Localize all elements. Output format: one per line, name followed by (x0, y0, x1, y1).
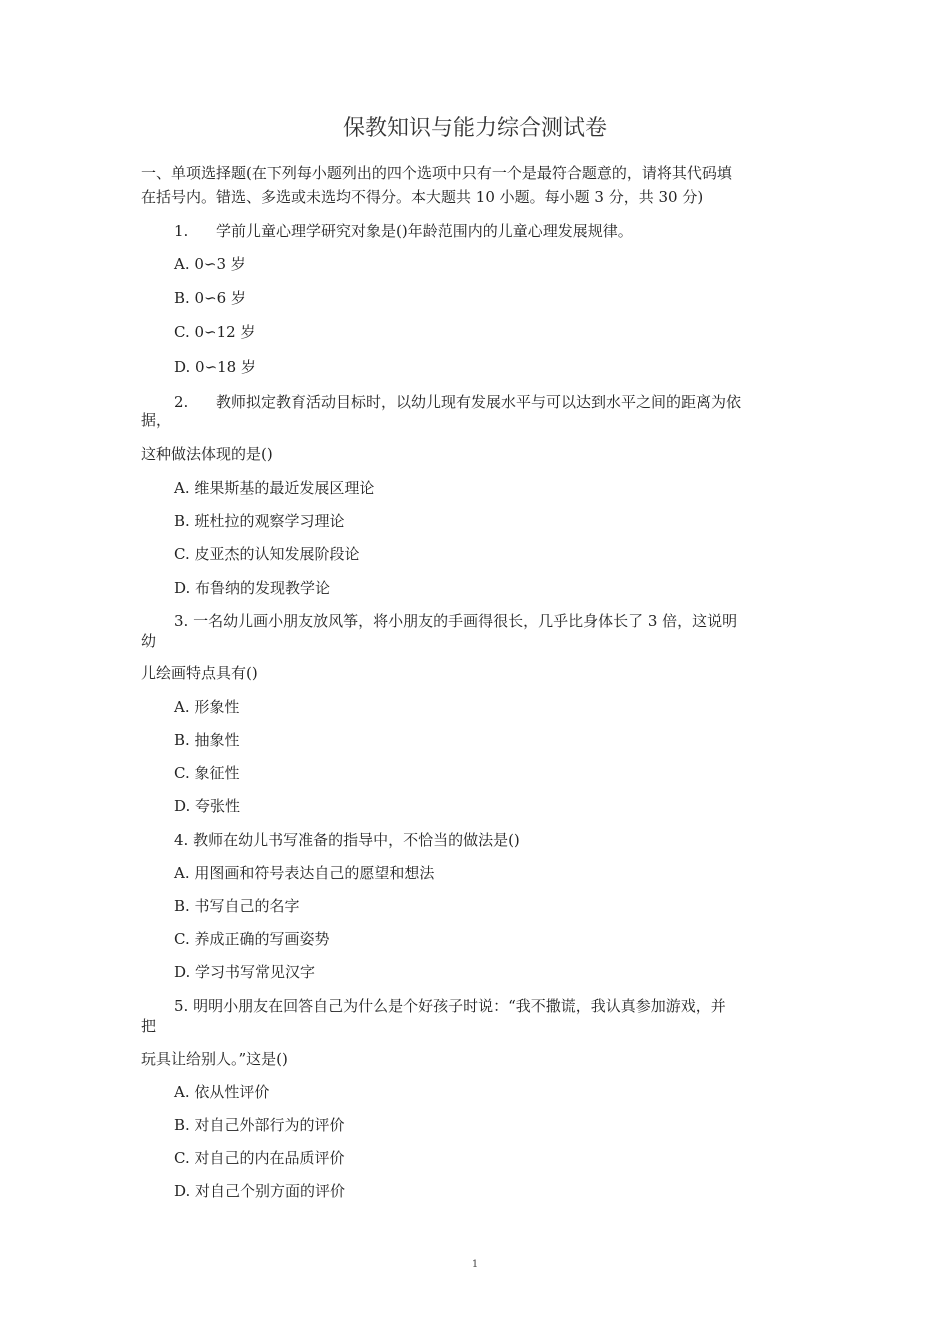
question-2-option-c: C. 皮亚杰的认知发展阶段论 (174, 545, 360, 563)
question-3-option-a: A. 形象性 (174, 698, 240, 716)
question-3-option-d: D. 夸张性 (174, 797, 241, 815)
question-2-text-line-3: 这种做法体现的是() (141, 445, 273, 463)
question-1-option-c: C. 0∽12 岁 (174, 323, 256, 341)
section-instruction-line-1: 一、单项选择题(在下列每小题列出的四个选项中只有一个是最符合题意的，请将其代码填 (141, 164, 732, 182)
question-1-stem (174, 220, 633, 242)
question-2-text-line-2: 据， (141, 411, 172, 429)
question-4-stem: 4. 教师在幼儿书写准备的指导中，不恰当的做法是() (174, 831, 520, 849)
question-5-option-a: A. 依从性评价 (174, 1083, 270, 1101)
question-1-option-b: B. 0∽6 岁 (174, 289, 246, 307)
question-5-option-c: C. 对自己的内在品质评价 (174, 1149, 345, 1167)
question-4-option-d: D. 学习书写常见汉字 (174, 963, 316, 981)
question-2-option-b: B. 班杜拉的观察学习理论 (174, 512, 345, 530)
question-4-option-c: C. 养成正确的写画姿势 (174, 930, 330, 948)
question-3-text-line-3: 儿绘画特点具有() (141, 664, 258, 682)
question-4-option-a: A. 用图画和符号表达自己的愿望和想法 (174, 864, 435, 882)
question-2-stem (174, 391, 741, 413)
question-1-number: 1. (174, 222, 189, 240)
question-2-number: 2. (174, 393, 189, 411)
question-2-text-line-1: 教师拟定教育活动目标时，以幼儿现有发展水平与可以达到水平之间的距离为依 (216, 393, 742, 411)
question-1-text: 学前儿童心理学研究对象是()年龄范围内的儿童心理发展规律。 (216, 222, 633, 240)
question-3-option-c: C. 象征性 (174, 764, 240, 782)
page-title: 保教知识与能力综合测试卷 (342, 116, 607, 141)
section-instruction-line-2: 在括号内。错选、多选或未选均不得分。本大题共 10 小题。每小题 3 分，共 30 分) (141, 188, 704, 206)
question-3-text-line-1: 3. 一名幼儿画小朋友放风筝，将小朋友的手画得很长，几乎比身体长了 3 倍，这说明 (174, 612, 738, 630)
question-5-option-d: D. 对自己个别方面的评价 (174, 1182, 346, 1200)
question-1-option-d: D. 0∽18 岁 (174, 358, 256, 376)
question-4-option-b: B. 书写自己的名字 (174, 897, 300, 915)
question-5-text-line-2: 把 (141, 1017, 157, 1035)
question-3-option-b: B. 抽象性 (174, 731, 240, 749)
question-2-option-d: D. 布鲁纳的发现教学论 (174, 579, 331, 597)
question-5-text-line-3: 玩具让给别人。”这是() (141, 1050, 288, 1068)
page-number: 1 (471, 1259, 479, 1270)
question-2-option-a: A. 维果斯基的最近发展区理论 (174, 479, 375, 497)
question-1-option-a: A. 0∽3 岁 (174, 255, 246, 273)
question-5-option-b: B. 对自己外部行为的评价 (174, 1116, 345, 1134)
question-5-text-line-1: 5. 明明小朋友在回答自己为什么是个好孩子时说：“我不撒谎，我认真参加游戏，并 (174, 997, 726, 1015)
question-3-text-line-2: 幼 (141, 632, 157, 650)
